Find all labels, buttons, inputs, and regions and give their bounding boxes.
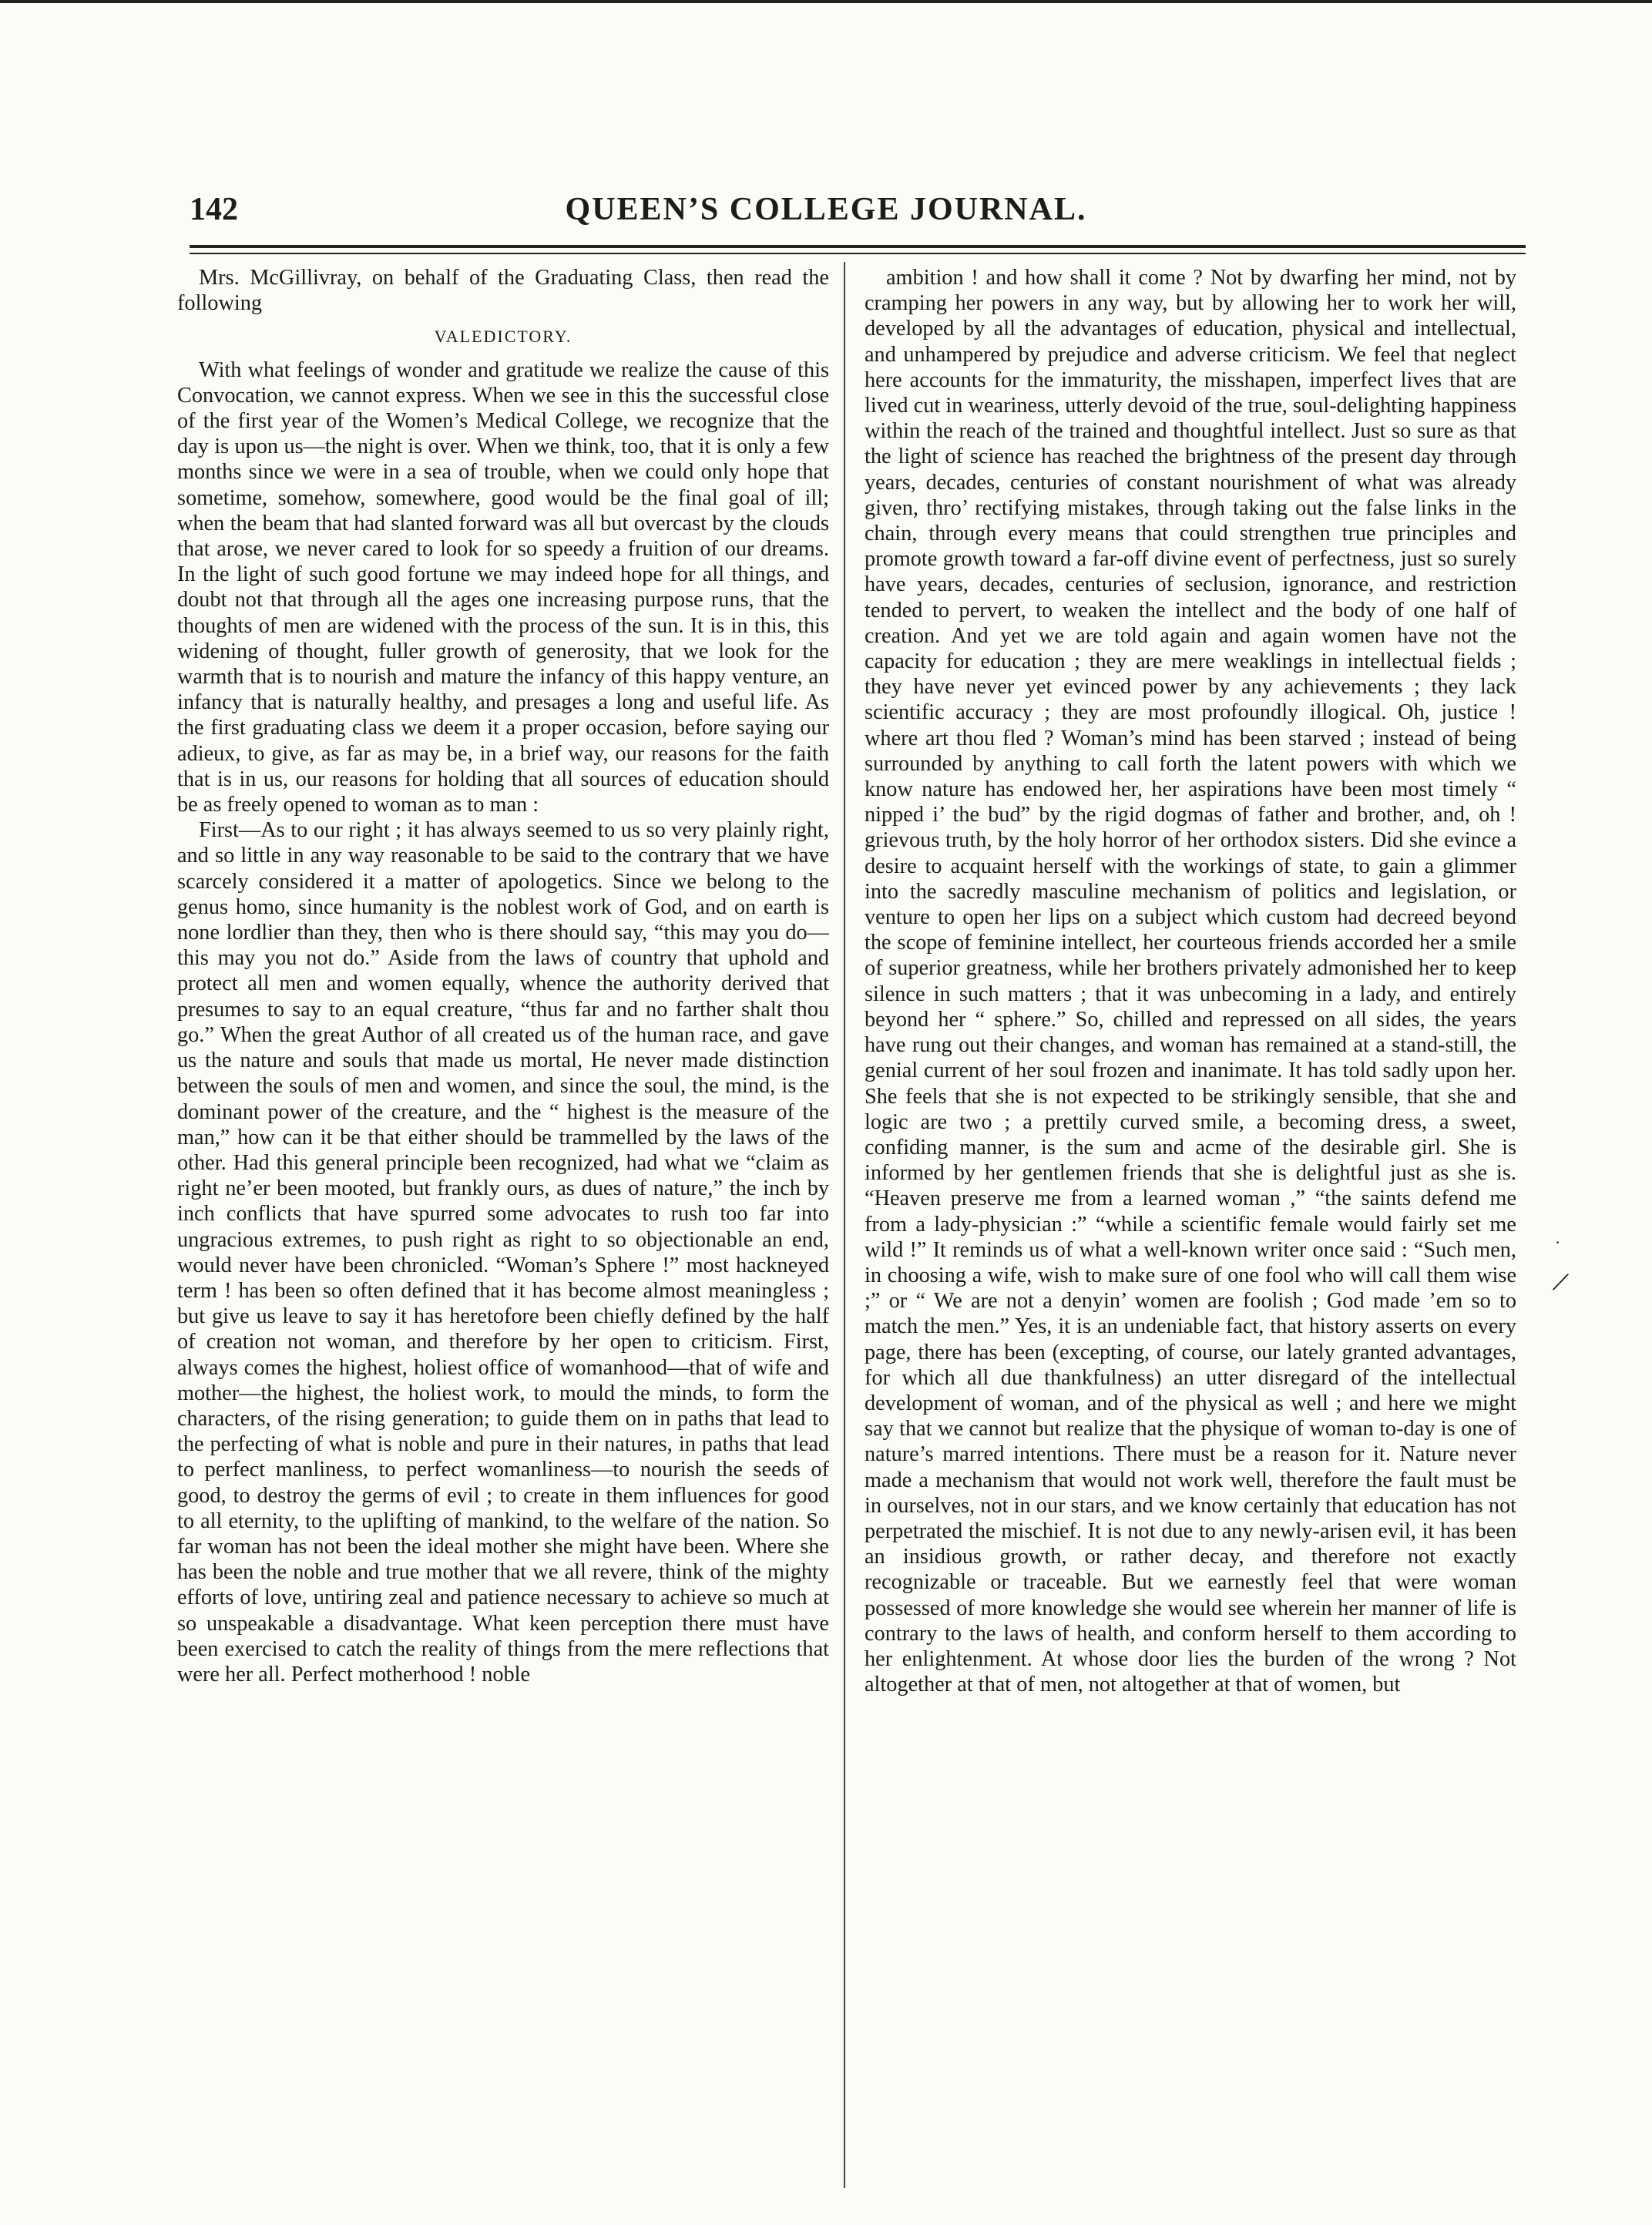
intro-paragraph: Mrs. McGillivray, on behalf of the Graduating Class, then read the following	[177, 266, 829, 316]
margin-stroke: /	[1550, 1264, 1573, 1300]
body-paragraph: With what feelings of wonder and gratitude we realize the cause of this Convocation, we cannot express. When we see in this the successful close of the first year of the Women’s Medical College, we recognize that the day is upon us—the night is over. When we think, too, that it is only a few months since we were in a sea of trouble, when we could only hope that sometime, somehow, somewhere, good would be the final goal of ill; when the beam that had slanted forward was all but overcast by the clouds that arose, we never cared to look for so speedy a fruition of our dreams. In the light of such good fortune we may indeed hope for all things, and doubt not that through all the ages one increasing purpose runs, that the thoughts of men are widened with the process of the sun. It is in this, this widening of thought, fuller growth of generosity, that we look for the warmth that is to nourish and mature the infancy of this happy venture, an infancy that is naturally healthy, and presages a long and useful life. As the first graduating class we deem it a proper occasion, before saying our adieux, to give, as far as may be, in a brief way, our reasons for the faith that is in us, our reasons for holding that all sources of education should be as freely opened to woman as to man :	[177, 357, 829, 817]
column-divider	[844, 262, 845, 2188]
page-number: 142	[190, 192, 238, 227]
header-rule-thick	[190, 245, 1526, 248]
body-paragraph: ambition ! and how shall it come ? Not by dwarfing her mind, not by cramping her powers in any way, but by allowing her to work her will, developed by all the advantages of education, physical and intellectual, and unhampered by prejudice and adverse criticism. We feel that neglect here accounts for the immaturity, the misshapen, imperfect lives that are lived cut in weariness, utterly devoid of the true, soul-delighting happiness within the reach of the trained and thoughtful intellect. Just so sure as that the light of science has reached the brightness of the present day through years, decades, centuries of constant nourishment of what was already given, thro’ rectifying mistakes, through taking out the false links in the chain, through every means that could strengthen true principles and promote growth toward a far-off divine event of perfectness, just so surely have years, decades, centuries of seclusion, ignorance, and restriction tended to pervert, to weaken the intellect and the body of one half of creation. And yet we are told again and again women have not the capacity for education ; they are mere weaklings in intellectual fields ; they have never yet evinced power by any achievements ; they lack scientific accuracy ; they are most profoundly illogical. Oh, justice ! where art thou fled ? Woman’s mind has been starved ; instead of being surrounded by anything to call forth the latent powers with which we know nature has endowed her, her aspirations have been most timely “ nipped i’ the bud” by the rigid dogmas of father and brother, and, oh ! grievous truth, by the holy horror of her orthodox sisters. Did she evince a desire to acquaint herself with the workings of state, to gain a glimmer into the sacredly masculine mechanism of politics and legislation, or venture to open her lips on a subject which custom had decreed beyond the scope of feminine intellect, her courteous friends accorded her a smile of superior greatness, while her brothers privately admonished her to keep silence in such matters ; that it was unbecoming in a lady, and entirely beyond her “ sphere.” So, chilled and repressed on all sides, the years have rung out their changes, and woman has remained at a stand-still, the genial current of her soul frozen and inanimate. It has told sadly upon her. She feels that she is not expected to be strikingly sensible, that she and logic are two ; a prettily curved smile, a becoming dress, a sweet, confiding manner, is the sum and acme of the desirable girl. She is informed by her gentlemen friends that she is delightful just as she is. “Heaven preserve me from a learned woman ,” “the saints defend me from a lady-physician :” “while a scientific female would fairly set me wild !” It reminds us of what a well-known writer once said : “Such men, in choosing a wife, wish to make sure of one fool who will call them wise ;” or “ We are not a denyin’ women are foolish ; God made ’em so to match the men.” Yes, it is an undeniable fact, that history asserts on every page, there has been (excepting, of course, our lately granted advantages, for which all due thankfulness) an utter disregard of the intellectual development of woman, and of the physical as well ; and here we might say that we cannot but realize that the physique of woman to-day is one of nature’s marred intentions. There must be a reason for it. Nature never made a mechanism that would not work well, therefore the fault must be in ourselves, not in our stars, and we know certainly that education has not perpetrated the mischief. It is not due to any newly-arisen evil, it has been an insidious growth, or rather decay, and therefore not exactly recognizable or traceable. But we earnestly feel that were woman possessed of more knowledge she would see wherein her manner of life is contrary to the laws of health, and conform herself to them according to her enlightenment. At whose door lies the burden of the wrong ? Not altogether at that of men, not altogether at that of women, but	[865, 266, 1516, 1697]
margin-dot: ·	[1555, 1233, 1561, 1252]
running-head	[0, 185, 1652, 247]
left-column	[177, 265, 829, 2214]
section-heading: VALEDICTORY.	[434, 327, 572, 347]
page-top-edge	[0, 0, 1652, 3]
header-rule-thin	[190, 253, 1526, 254]
body-paragraph: First—As to our right ; it has always seemed to us so very plainly right, and so little in any way reasonable to be said to the contrary that we have scarcely considered it a matter of apologetics. Since we belong to the genus homo, since humanity is the noblest work of God, and on earth is none lordlier than they, then who is there should say, “this may you do—this may you not do.” Aside from the laws of country that uphold and protect all men and women equally, whence the authority derived that presumes to say to an equal creature, “thus far and no farther shalt thou go.” When the great Author of all created us of the human race, and gave us the nature and souls that made us mortal, He never made distinction between the souls of men and women, and since the soul, the mind, is the dominant power of the creature, and the “ highest is the measure of the man,” how can it be that either should be trammelled by the laws of the other. Had this general principle been recognized, had what we “claim as right ne’er been mooted, but frankly ours, as dues of nature,” the inch by inch conflicts that have spurred some advocates to rush too far into ungracious extremes, to push right as right to so objectionable an end, would never have been chronicled. “Woman’s Sphere !” most hackneyed term ! has been so often defined that it has become almost meaningless ; but give us leave to say it has heretofore been chiefly defined by the half of creation not woman, and therefore by her open to criticism. First, always comes the highest, holiest office of womanhood—that of wife and mother—the highest, the holiest work, to mould the minds, to form the characters, of the rising generation; to guide them on in paths that lead to the perfecting of what is noble and pure in their natures, in paths that lead to perfect manliness, to perfect womanliness—to nourish the seeds of good, to destroy the germs of evil ; to create in them influences for good to all eternity, to the uplifting of mankind, to the welfare of the nation. So far woman has not been the ideal mother she might have been. Where she has been the noble and true mother that we all revere, think of the mighty efforts of love, untiring zeal and patience necessary to achieve so much at so unspeakable a disadvantage. What keen perception there must have been exercised to catch the reality of things from the mere reflections that were her all. Perfect motherhood ! noble	[177, 818, 829, 1686]
journal-title: QUEEN’S COLLEGE JOURNAL.	[565, 192, 1087, 227]
right-column	[865, 265, 1516, 2214]
